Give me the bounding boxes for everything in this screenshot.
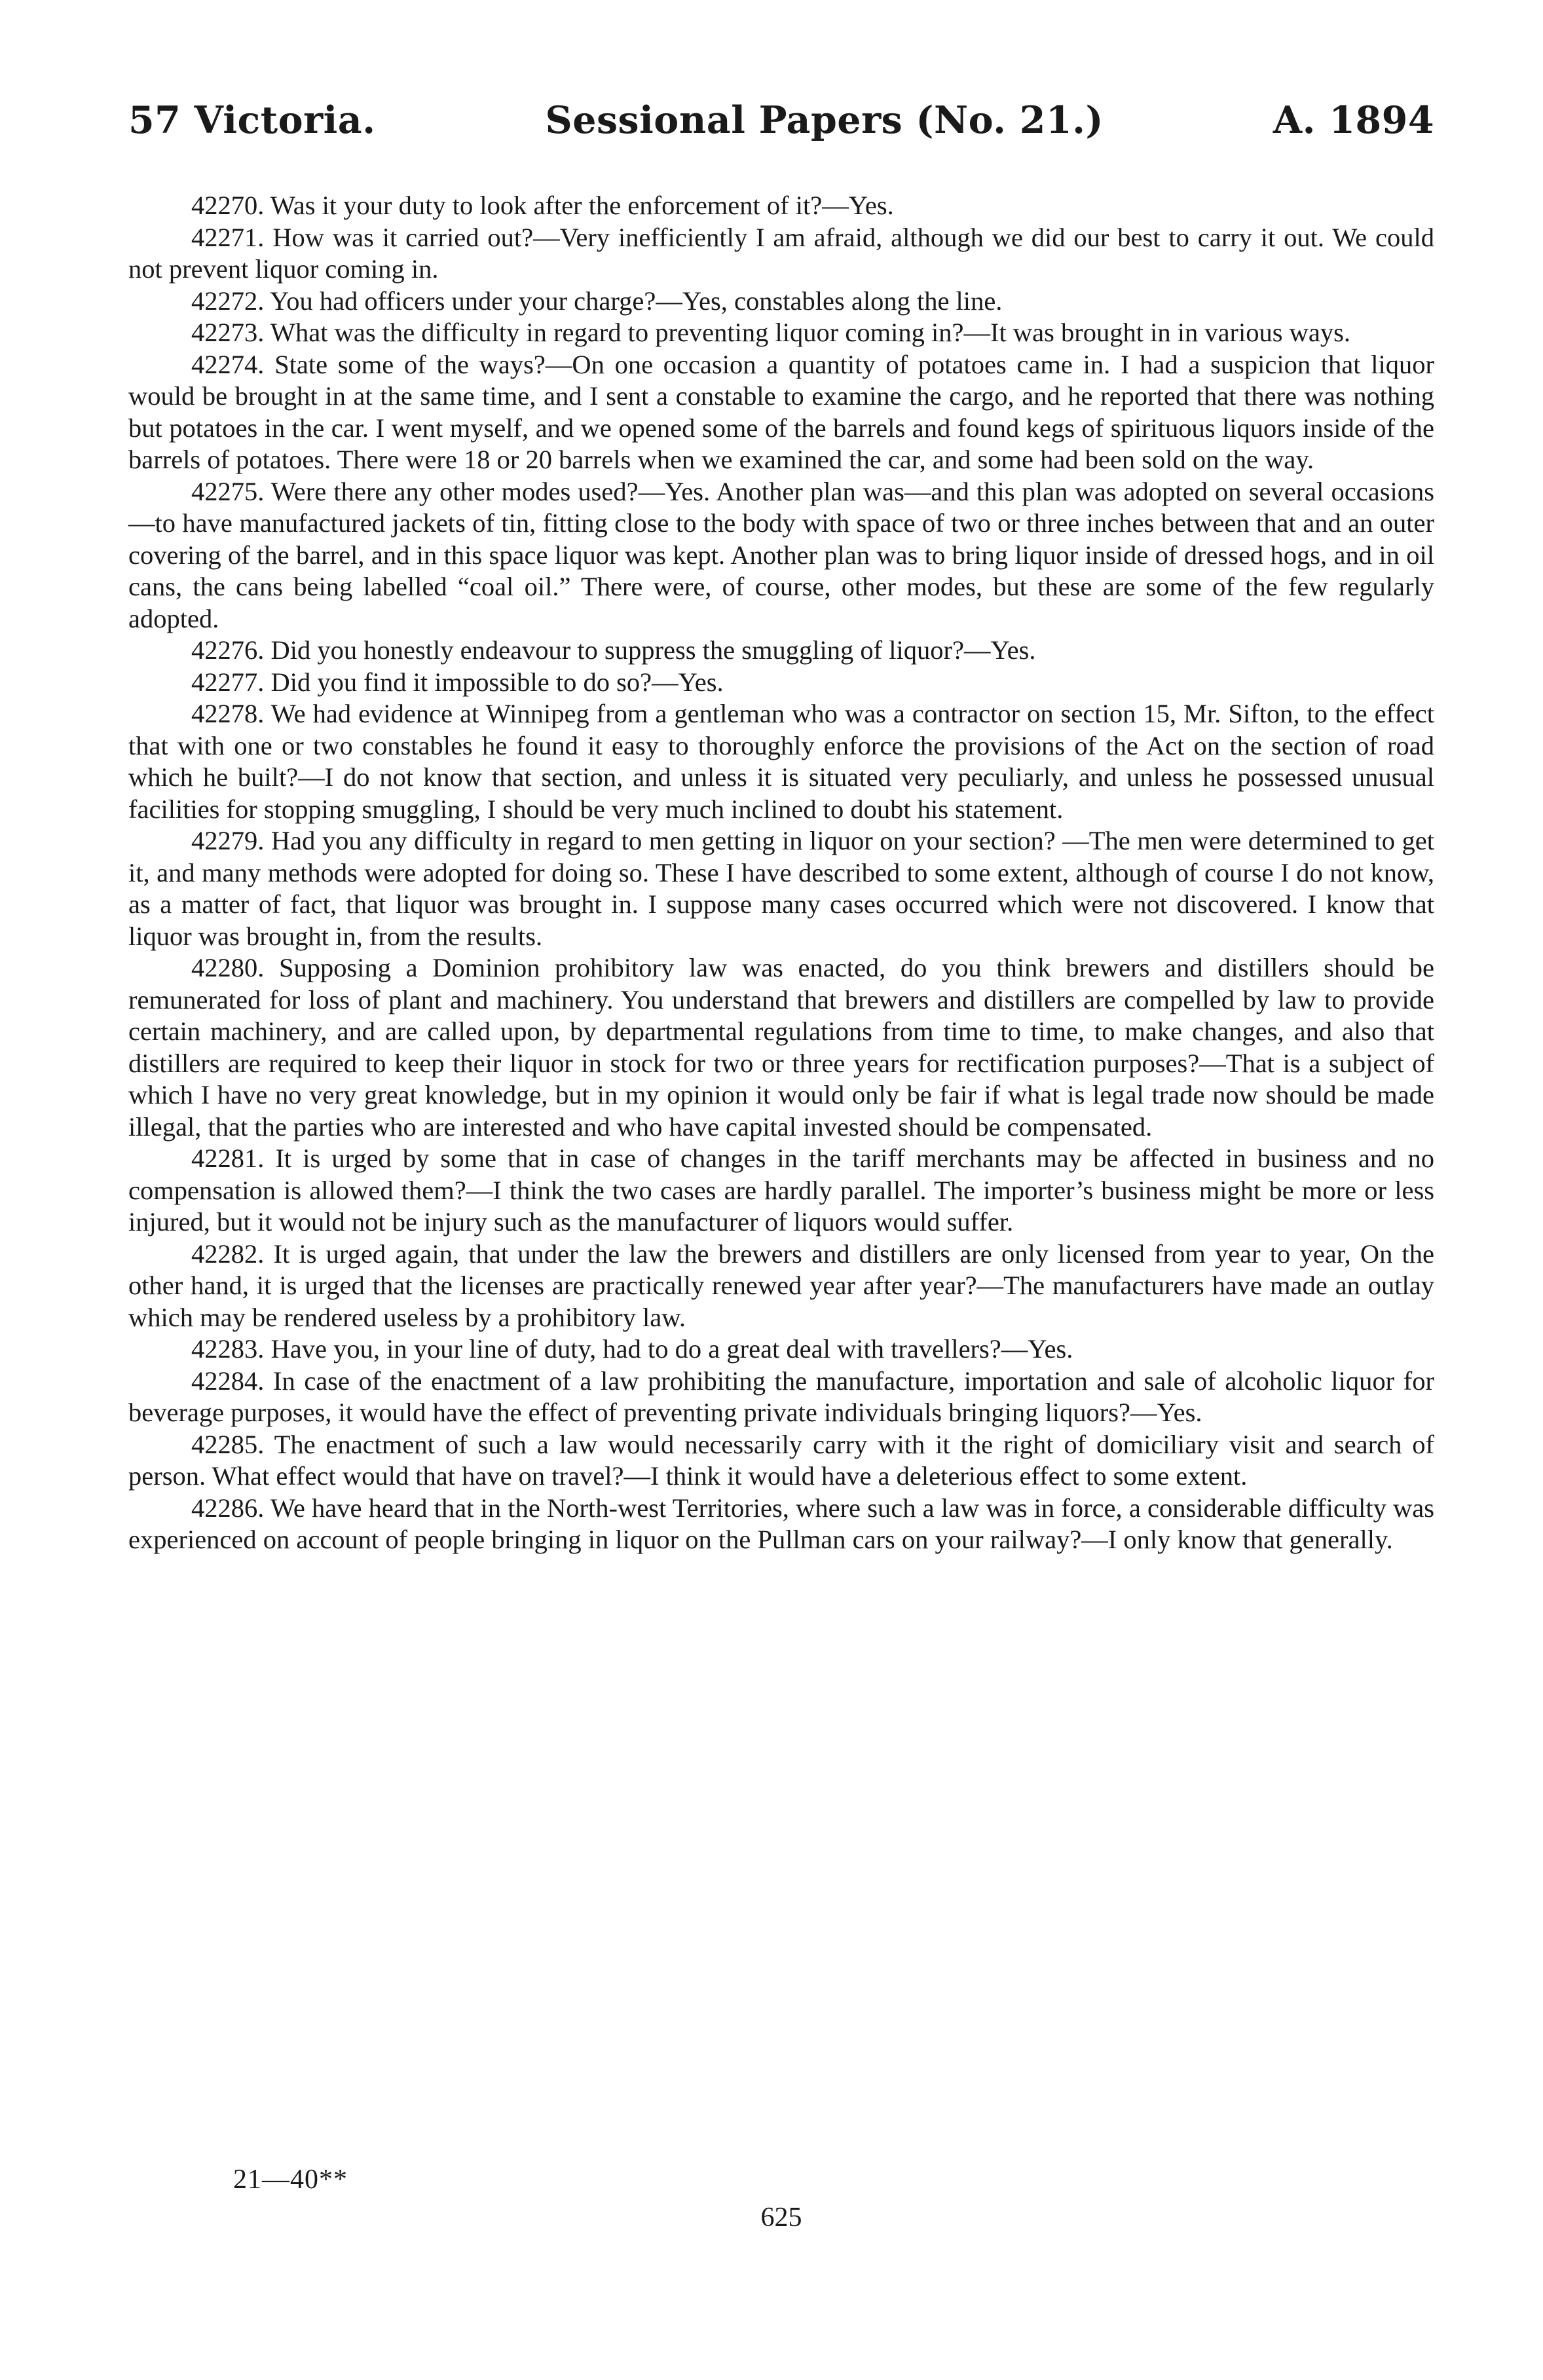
paragraph-42273: 42273. What was the difficulty in regard to preventing liquor coming in?—It was brought in in various ways. xyxy=(191,318,1351,347)
header-year: A. 1894 xyxy=(1273,98,1434,142)
printer-signature: 21—40** xyxy=(233,2165,348,2195)
running-header xyxy=(128,98,1434,161)
document-body xyxy=(128,190,1434,1556)
paragraph-42277: 42277. Did you find it impossible to do so?—Yes. xyxy=(191,667,724,697)
paragraph-42276: 42276. Did you honestly endeavour to suppress the smuggling of liquor?—Yes. xyxy=(191,635,1036,665)
paragraph-42283: 42283. Have you, in your line of duty, had to do a great deal with travellers?—Yes. xyxy=(191,1334,1073,1364)
paragraph-42286: 42286. We have heard that in the North-west Territories, where such a law was in force, a considerable difficulty was experienced on account of people bringing in liquor on the Pullman cars on your railway?—I only know that generally. xyxy=(128,1493,1434,1554)
paragraph-42282: 42282. It is urged again, that under the law the brewers and distillers are only licensed from year to year, On the other hand, it is urged that the licenses are practically renewed year after year?—The manufacturers have made an outlay which may be rendered useless by a prohibitory law. xyxy=(128,1238,1434,1332)
header-title: Sessional Papers (No. 21.) xyxy=(545,98,1104,142)
paragraph-42275: 42275. Were there any other modes used?—Yes. Another plan was—and this plan was adopted on several occasions—to have manufactured jackets of tin, fitting close to the body with space of two or three inches between that and an outer covering of the barrel, and in this space liquor was kept. Another plan was to bring liquor inside of dressed hogs, and in oil cans, the cans being labelled “coal oil.” There were, of course, other modes, but these are some of the few regularly adopted. xyxy=(128,476,1434,633)
paragraph-42279: 42279. Had you any difficulty in regard to men getting in liquor on your section? —The men were determined to get it, and many methods were adopted for doing so. These I have described to some extent, although of course I do not know, as a matter of fact, that liquor was brought in. I suppose many cases occurred which were not discovered. I know that liquor was brought in, from the results. xyxy=(128,826,1434,951)
header-session: 57 Victoria. xyxy=(128,98,376,142)
paragraph-42270: 42270. Was it your duty to look after the enforcement of it?—Yes. xyxy=(191,191,894,220)
page-number: 625 xyxy=(760,2203,802,2233)
paragraph-42285: 42285. The enactment of such a law would necessarily carry with it the right of domiciliary visit and search of person. What effect would that have on travel?—I think it would have a deleterious effect to some extent. xyxy=(128,1429,1434,1491)
paragraph-42274: 42274. State some of the ways?—On one occasion a quantity of potatoes came in. I had a suspicion that liquor would be brought in at the same time, and I sent a constable to examine the cargo, and he reported that there was nothing but potatoes in the car. I went myself, and we opened some of the barrels and found kegs of spirituous liquors inside of the barrels of potatoes. There were 18 or 20 barrels when we examined the car, and some had been sold on the way. xyxy=(128,349,1434,474)
paragraph-42281: 42281. It is urged by some that in case of changes in the tariff merchants may be affected in business and no compensation is allowed them?—I think the two cases are hardly parallel. The importer’s business might be more or less injured, but it would not be injury such as the manufacturer of liquors would suffer. xyxy=(128,1144,1434,1236)
paragraph-42278: 42278. We had evidence at Winnipeg from a gentleman who was a contractor on section 15, Mr. Sifton, to the effect that with one or two constables he found it easy to thoroughly enforce the provisions of the Act on the section of road which he built?—I do not know that section, and unless it is situated very peculiarly, and unless he possessed unusual facilities for stopping smuggling, I should be very much inclined to doubt his statement. xyxy=(128,699,1434,824)
paragraph-42272: 42272. You had officers under your charge?—Yes, constables along the line. xyxy=(191,286,1003,316)
paragraph-42271: 42271. How was it carried out?—Very inefficiently I am afraid, although we did our best to carry it out. We could not prevent liquor coming in. xyxy=(128,222,1434,284)
paragraph-42284: 42284. In case of the enactment of a law prohibiting the manufacture, importation and sale of alcoholic liquor for beverage purposes, it would have the effect of preventing private individuals bringing liquors?—Yes. xyxy=(128,1366,1434,1427)
paragraph-42280: 42280. Supposing a Dominion prohibitory law was enacted, do you think brewers and distillers should be remunerated for loss of plant and machinery. You understand that brewers and distillers are compelled by law to provide certain machinery, and are called upon, by departmental regulations from time to time, to make changes, and also that distillers are required to keep their liquor in stock for two or three years for rectification purposes?—That is a subject of which I have no very great knowledge, but in my opinion it would only be fair if what is legal trade now should be made illegal, that the parties who are interested and who have capital invested should be compensated. xyxy=(128,953,1434,1142)
